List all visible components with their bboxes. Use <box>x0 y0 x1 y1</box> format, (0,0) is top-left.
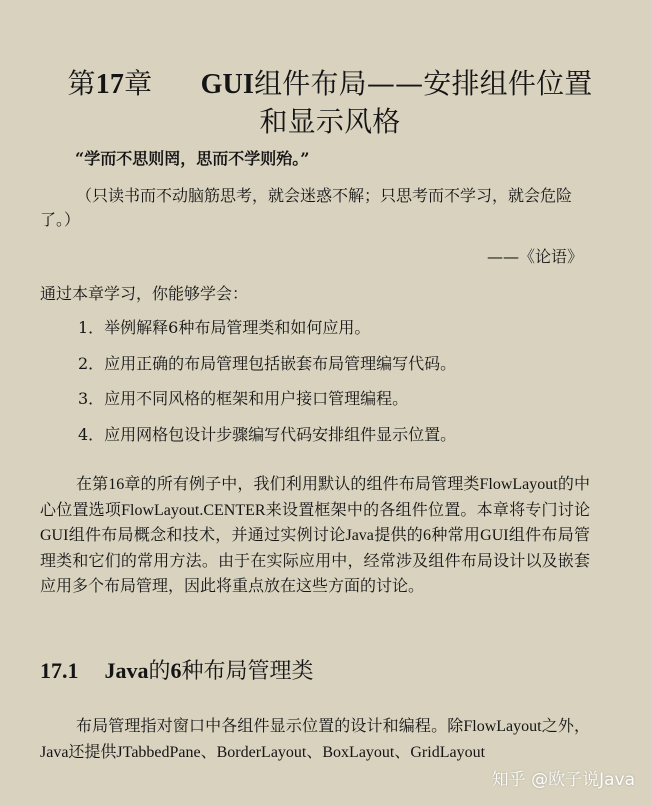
section-title-rest: 种布局管理类 <box>181 659 314 684</box>
learning-intro: 通过本章学习，你能够学会： <box>40 284 249 303</box>
section-number: 17.1 <box>40 658 79 683</box>
chapter-title-line2: 和显示风格 <box>259 105 401 138</box>
quote: “学而不思则罔，思而不学则殆。” <box>75 149 310 168</box>
chapter-gui: GUI <box>200 69 255 100</box>
quote-translation: （只读书而不动脑筋思考，就会迷惑不解；只思考而不学习，就会危险了。） <box>40 186 573 229</box>
section-title-java: Java <box>104 658 149 683</box>
quote-source: ——《论语》 <box>486 247 583 266</box>
learning-goal-3: 3．应用不同风格的框架和用户接口管理编程。 <box>78 389 409 408</box>
section-title-six: 6 <box>170 658 182 683</box>
body-paragraph-1: 在第16章的所有例子中，我们利用默认的组件布局管理类FlowLayout的中心位置选项FlowLayout.CENTER来设置框架中的各组件位置。本章将专门讨论GUI组件布局概念和技术，并通过实例讨论Java提供的6种常用GUI组件布局管理类和它们的常用方法。由于在实际应用中，经常涉及组件布局设计以及嵌套应用多个布局管理，因此将重点放在这些方面的讨论。 <box>40 476 590 595</box>
chapter-title-line1 <box>40 66 620 103</box>
learning-goal-1: 1．举例解释6种布局管理类和如何应用。 <box>78 318 371 337</box>
chapter-title-rest: 组件布局——安排组件位置 <box>254 67 593 100</box>
chapter-prefix: 第 <box>67 67 96 100</box>
learning-goal-4: 4．应用网格包设计步骤编写代码安排组件显示位置。 <box>78 425 457 444</box>
chapter-number: 17 <box>95 69 125 100</box>
chapter-suffix: 章 <box>124 67 153 100</box>
body-paragraph-2: 布局管理指对窗口中各组件显示位置的设计和编程。除FlowLayout之外，Java还提供JTabbedPane、BorderLayout、BoxLayout、GridLayout <box>40 718 590 761</box>
zhihu-watermark: 知乎 @欧子说Java <box>491 770 635 790</box>
section-title <box>40 656 314 687</box>
section-title-de: 的 <box>148 659 171 684</box>
learning-goal-2: 2．应用正确的布局管理包括嵌套布局管理编写代码。 <box>78 354 457 373</box>
